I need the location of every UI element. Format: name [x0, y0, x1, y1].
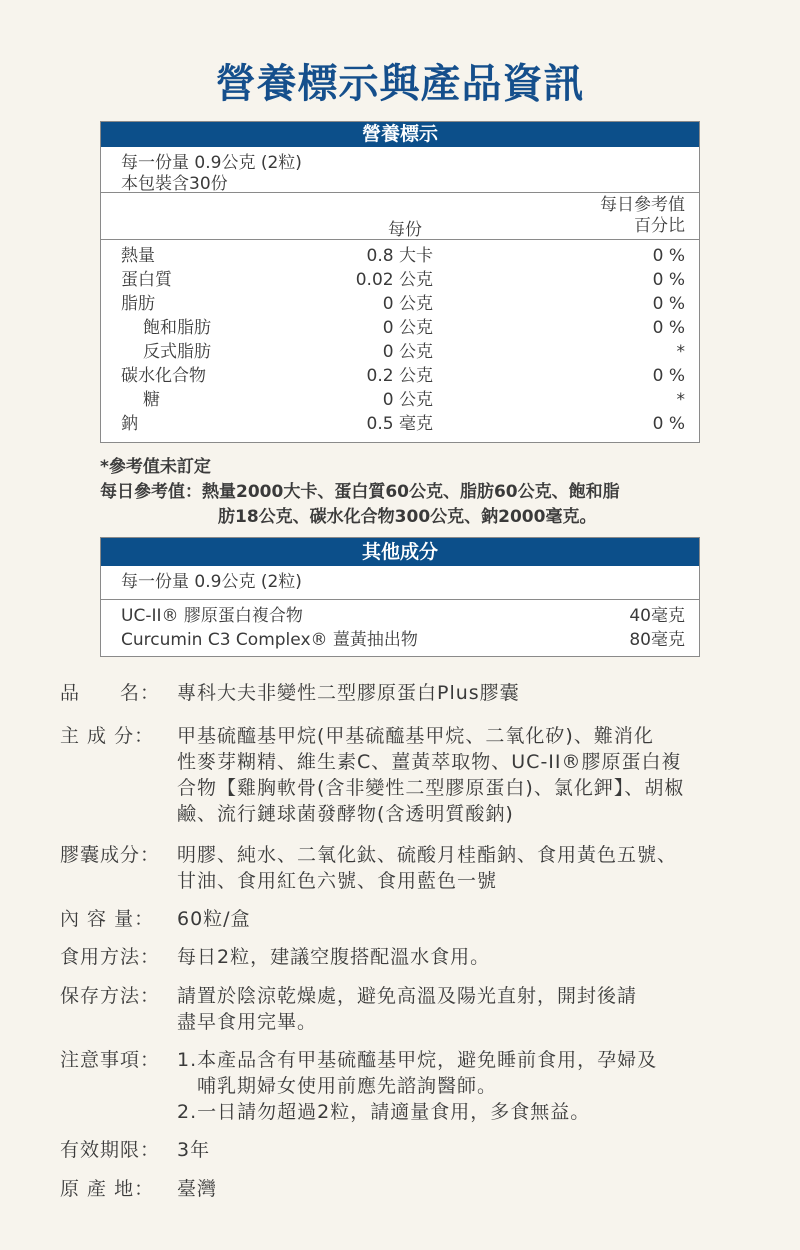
ingredient-row — [101, 628, 699, 652]
nutrient-amount: 0.8 大卡 — [366, 246, 433, 266]
nutrient-row — [101, 388, 699, 412]
other-ingredient-list — [101, 600, 699, 656]
info-label: 保存方法： — [60, 985, 161, 1007]
nutrient-amount: 0 公克 — [382, 294, 433, 314]
nutrient-name: 碳水化合物 — [121, 366, 206, 386]
nutrient-name: 鈉 — [121, 414, 138, 434]
info-value — [177, 944, 752, 970]
nutrient-dv: * — [676, 342, 685, 362]
nutrient-dv: 0 % — [652, 294, 685, 314]
info-line: 盡早食用完畢。 — [177, 1011, 318, 1033]
per-serving-header: 每份 — [388, 220, 422, 240]
nutrient-name: 糖 — [143, 390, 160, 410]
nutrient-row — [101, 244, 699, 268]
info-value — [177, 723, 752, 827]
info-value — [177, 1047, 752, 1125]
nutrient-row — [101, 412, 699, 436]
footnote-reference-line2: 肪18公克、碳水化合物300公克、鈉2000毫克。 — [218, 507, 597, 527]
info-label: 主 成 分： — [60, 725, 155, 747]
info-line: 1.本產品含有甲基硫醯基甲烷，避免睡前食用，孕婦及 — [177, 1049, 658, 1071]
info-value — [177, 680, 752, 706]
nutrient-dv: 0 % — [652, 246, 685, 266]
nutrition-panel — [100, 121, 700, 443]
info-label: 內 容 量： — [60, 908, 155, 930]
dv-header-line2: 百分比 — [634, 216, 685, 236]
nutrient-dv: * — [676, 390, 685, 410]
footnote — [100, 455, 620, 527]
ingredient-amount: 80毫克 — [629, 630, 685, 650]
nutrient-amount: 0 公克 — [382, 318, 433, 338]
footnote-undefined: *參考值未訂定 — [100, 457, 211, 477]
info-value — [177, 983, 752, 1035]
nutrient-list — [101, 240, 699, 442]
nutrient-name: 反式脂肪 — [143, 342, 211, 362]
info-value — [177, 906, 752, 932]
info-line: 請置於陰涼乾燥處，避免高溫及陽光直射，開封後請 — [177, 985, 638, 1007]
info-line: 臺灣 — [177, 1178, 218, 1200]
nutrient-row — [101, 268, 699, 292]
info-value — [177, 842, 752, 894]
info-line: 60粒/盒 — [177, 908, 251, 930]
info-line: 哺乳期婦女使用前應先諮詢醫師。 — [177, 1075, 498, 1097]
info-line: 專科大夫非變性二型膠原蛋白Plus膠囊 — [177, 682, 520, 704]
nutrient-dv: 0 % — [652, 414, 685, 434]
info-line: 每日2粒，建議空腹搭配溫水食用。 — [177, 946, 491, 968]
info-label: 食用方法： — [60, 946, 161, 968]
nutrient-amount: 0.02 公克 — [355, 270, 433, 290]
info-line: 2.一日請勿超過2粒，請適量食用，多食無益。 — [177, 1101, 591, 1123]
ingredient-row — [101, 604, 699, 628]
page-title: 營養標示與產品資訊 — [215, 61, 585, 107]
info-line: 甲基硫醯基甲烷(甲基硫醯基甲烷、二氧化矽)、難消化 — [177, 725, 654, 747]
nutrient-amount: 0 公克 — [382, 390, 433, 410]
nutrition-header: 營養標示 — [101, 122, 699, 147]
nutrient-row — [101, 364, 699, 388]
info-line: 鹼、流行鏈球菌發酵物(含透明質酸鈉) — [177, 803, 514, 825]
servings-per-pack: 本包裝含30份 — [121, 174, 228, 194]
daily-value-header — [600, 195, 685, 237]
nutrient-amount: 0.5 毫克 — [366, 414, 433, 434]
ingredient-name: Curcumin C3 Complex® 薑黃抽出物 — [121, 630, 418, 650]
serving-info — [101, 147, 699, 193]
other-header: 其他成分 — [101, 538, 699, 566]
info-label: 原 產 地： — [60, 1178, 155, 1200]
nutrient-dv: 0 % — [652, 270, 685, 290]
info-line: 3年 — [177, 1139, 211, 1161]
info-line: 明膠、純水、二氧化鈦、硫酸月桂酯鈉、食用黃色五號、 — [177, 844, 678, 866]
nutrient-name: 脂肪 — [121, 294, 155, 314]
info-label: 注意事項： — [60, 1049, 161, 1071]
info-value — [177, 1137, 752, 1163]
other-ingredients-panel — [100, 537, 700, 657]
nutrient-amount: 0.2 公克 — [366, 366, 433, 386]
nutrient-row — [101, 292, 699, 316]
serving-size: 每一份量 0.9公克 (2粒) — [121, 153, 302, 173]
nutrient-dv: 0 % — [652, 366, 685, 386]
info-label: 有效期限： — [60, 1139, 161, 1161]
info-label: 品 名： — [60, 682, 161, 704]
info-line: 合物【雞胸軟骨(含非變性二型膠原蛋白)、氯化鉀】、胡椒 — [177, 777, 685, 799]
nutrient-name: 飽和脂肪 — [143, 318, 211, 338]
other-serving: 每一份量 0.9公克 (2粒) — [101, 566, 699, 600]
dv-header-line1: 每日參考值 — [600, 195, 685, 215]
nutrient-row — [101, 340, 699, 364]
info-value — [177, 1176, 752, 1202]
nutrient-amount: 0 公克 — [382, 342, 433, 362]
footnote-reference-line1: 每日參考值：熱量2000大卡、蛋白質60公克、脂肪60公克、飽和脂 — [100, 482, 620, 502]
nutrient-row — [101, 316, 699, 340]
info-line: 甘油、食用紅色六號、食用藍色一號 — [177, 870, 498, 892]
nutrient-dv: 0 % — [652, 318, 685, 338]
info-line: 性麥芽糊精、維生素C、薑黃萃取物、UC-II®膠原蛋白複 — [177, 751, 682, 773]
nutrient-name: 熱量 — [121, 246, 155, 266]
info-label: 膠囊成分： — [60, 844, 161, 866]
nutrient-name: 蛋白質 — [121, 270, 172, 290]
ingredient-amount: 40毫克 — [629, 606, 685, 626]
column-headers — [101, 193, 699, 240]
ingredient-name: UC-II® 膠原蛋白複合物 — [121, 606, 303, 626]
